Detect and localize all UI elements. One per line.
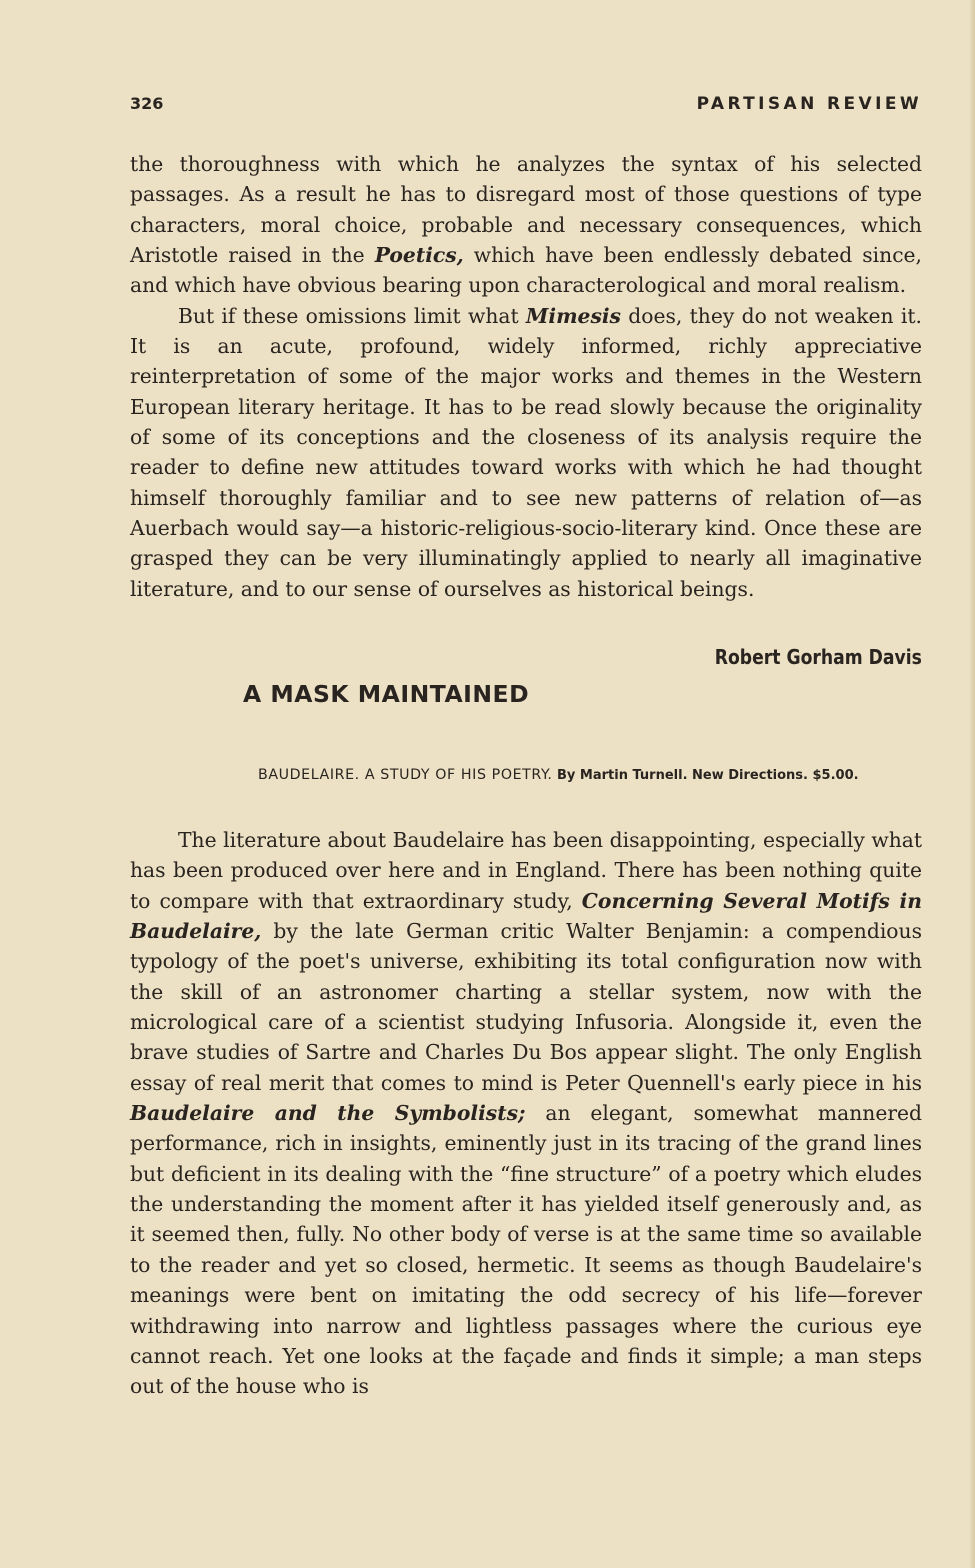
page-edge <box>969 0 975 1568</box>
title-mimesis: Mimesis <box>525 303 621 328</box>
paragraph-1-text-a: the thoroughness with which he analyzes the syntax of his selected passages. As a result he has to disregard most of those questions of type characters, moral choice, probable and necessary consequences, which Aristotle raised in the <box>130 152 922 268</box>
paragraph-3-text-c: an elegant, somewhat mannered performance, rich in insights, eminently just in its tracing of the grand lines but deficient in its dealing with the “fine structure” of a poetry which eludes the understanding the moment after it has yielded itself generously and, as it seemed then, fully. No other body of verse is at the same time so available to the reader and yet so closed, hermetic. It seems as though Baudelaire's meanings were bent on imitating the odd secrecy of his life—forever withdrawing into narrow and lightless passages where the curious eye cannot reach. Yet one looks at the façade and finds it simple; a man steps out of the house who is <box>130 1101 922 1399</box>
paragraph-1 <box>130 149 922 301</box>
journal-title: PARTISAN REVIEW <box>696 94 922 114</box>
author-signature: Robert Gorham Davis <box>714 645 922 669</box>
citation-main: BAUDELAIRE. A STUDY OF HIS POETRY. <box>258 767 553 783</box>
paragraph-2-text-b: does, they do not weaken it. It is an acute, profound, widely informed, richly appreciative reinterpretation of some of the major works and themes in the Western European literary heritage. It has to be read slowly because the originality of some of its conceptions and the closeness of its analysis require the reader to define new attitudes toward works with which he had thought himself thoroughly familiar and to see new patterns of relation of—as Auerbach would say—a historic-religious-socio-literary kind. Once these are grasped they can be very illuminatingly applied to nearly all imaginative literature, and to our sense of ourselves as historical beings. <box>130 303 922 601</box>
book-citation <box>258 764 922 787</box>
paragraph-3-text-a: The literature about Baudelaire has been disappointing, especially what has been produced over here and in England. There has been nothing quite to compare with that extraordinary study, <box>130 828 922 913</box>
paragraph-2 <box>130 301 922 604</box>
title-poetics: Poetics, <box>374 243 464 268</box>
paragraph-1-text-b: which have been endlessly debated since, and which have obvious bearing upon characterological and moral realism. <box>130 243 923 298</box>
page-number: 326 <box>130 94 164 113</box>
title-baudelaire-symbolists: Baudelaire and the Symbolists; <box>130 1101 526 1126</box>
review-title: A MASK MAINTAINED <box>243 680 530 708</box>
title-concerning-several-motifs: Concerning Several Motifs in Baudelaire, <box>130 888 922 944</box>
paragraph-3-text-b: by the late German critic Walter Benjamin: a compendious typology of the poet's universe, exhibiting its total configuration now with the skill of an astronomer charting a stellar system, now with the micrological care of a scientist studying Infusoria. Alongside it, even the brave studies of Sartre and Charles Du Bos appear slight. The only English essay of real merit that comes to mind is Peter Quennell's early piece in his <box>130 919 922 1095</box>
paragraph-3 <box>130 825 922 1402</box>
citation-by: By Martin Turnell. New Directions. $5.00. <box>557 768 859 783</box>
running-header <box>130 94 922 120</box>
paragraph-2-text-a: But if these omissions limit what <box>178 303 526 328</box>
review-body-previous <box>130 149 922 604</box>
review-body <box>130 825 922 1402</box>
